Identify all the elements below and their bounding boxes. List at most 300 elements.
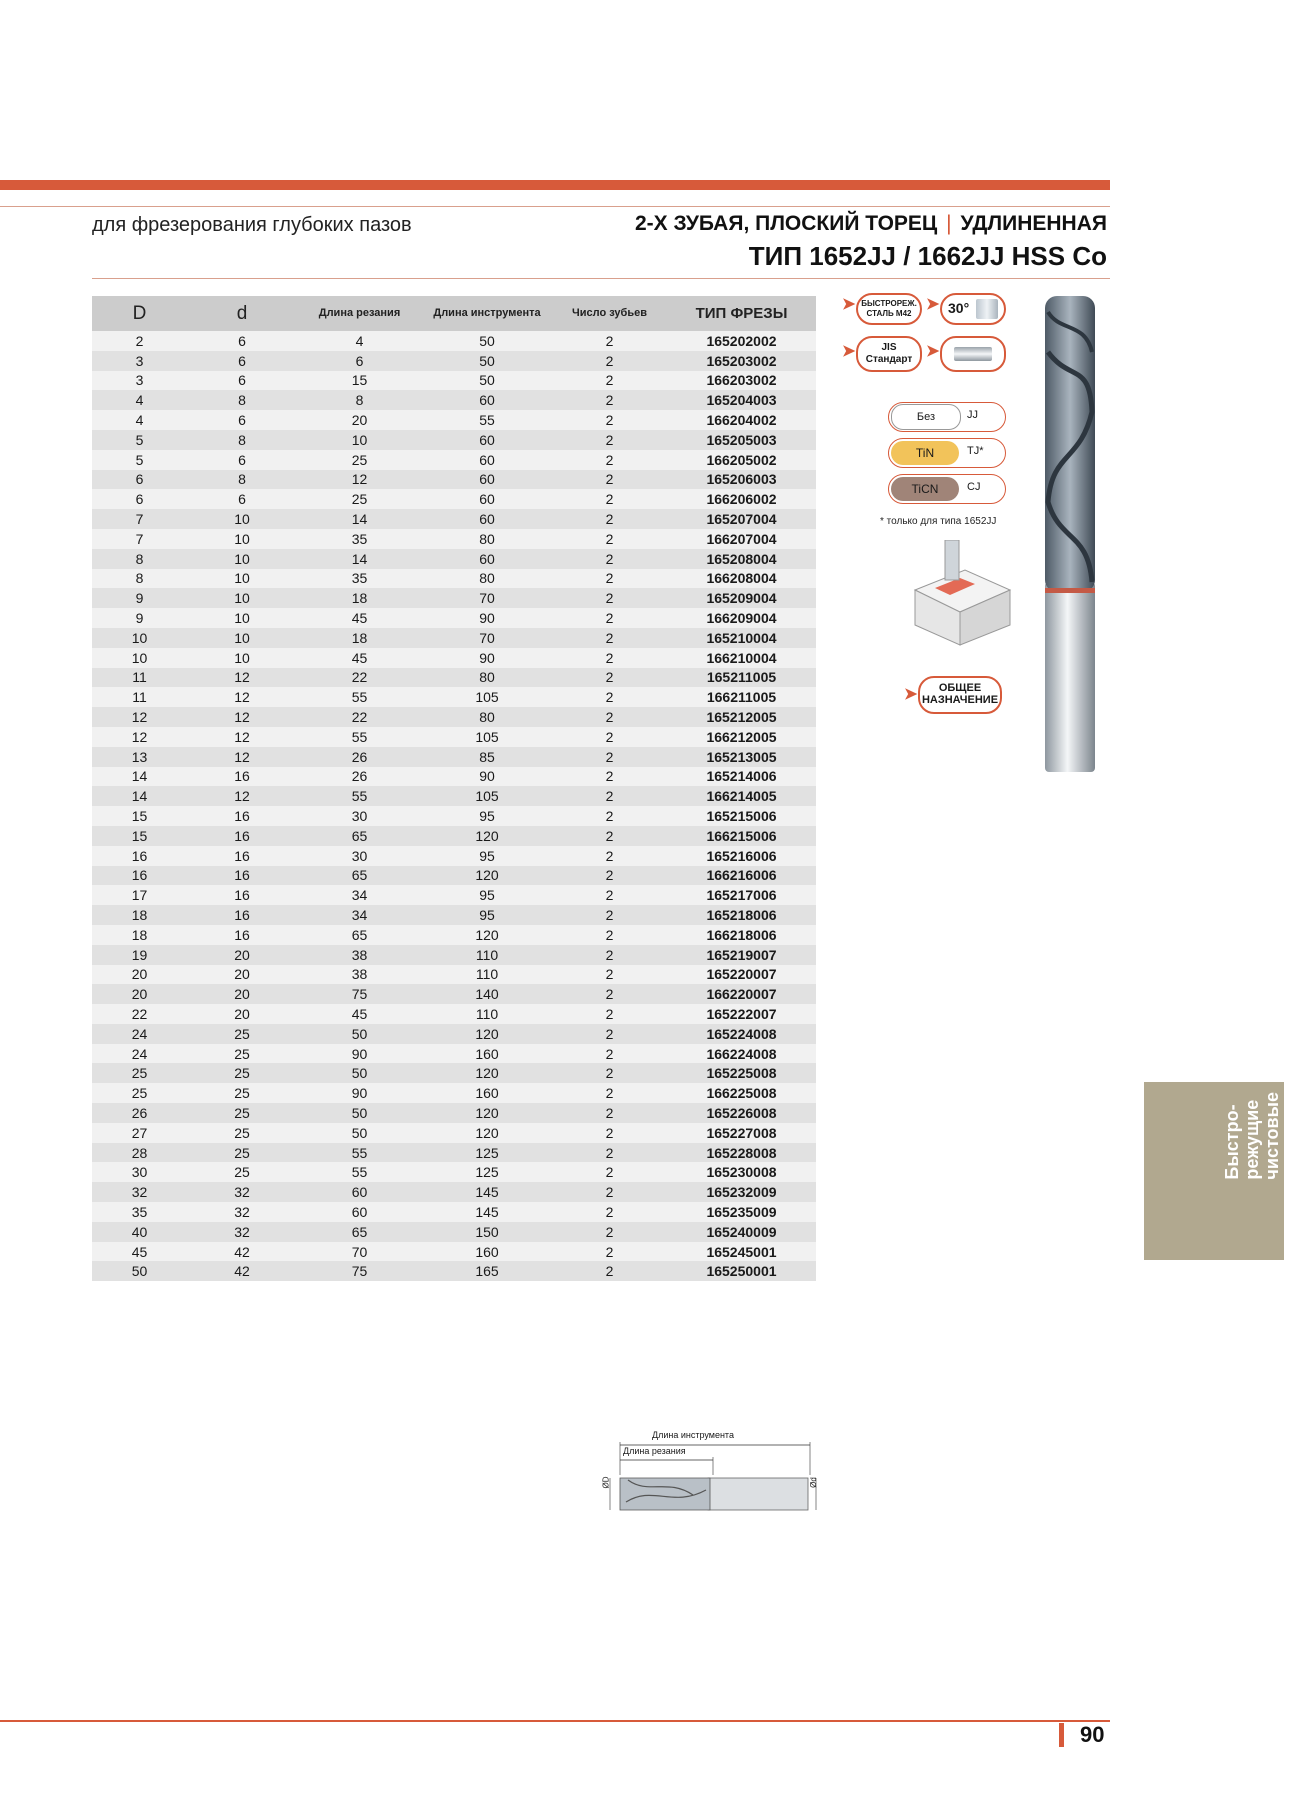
table-row — [92, 1202, 816, 1222]
cell-tool-length: 60 — [479, 451, 495, 468]
cell-d: 10 — [234, 610, 250, 627]
cell-D: 4 — [92, 390, 187, 410]
cell-teeth: 2 — [605, 1085, 614, 1102]
cell-d: 16 — [234, 847, 250, 864]
table-row — [92, 965, 816, 985]
cell-tool-length: 125 — [475, 1164, 499, 1181]
table-row — [92, 489, 816, 509]
cell-teeth: 2 — [605, 1203, 614, 1220]
cell-tool-length: 120 — [475, 1124, 499, 1141]
cell-cutter-code: 166210004 — [706, 649, 777, 666]
cell-D: 40 — [92, 1222, 187, 1242]
cell-d: 6 — [238, 412, 246, 429]
table-row — [92, 786, 816, 806]
cell-cut-length: 35 — [351, 570, 368, 587]
cell-cut-length: 50 — [297, 1103, 422, 1123]
cell-teeth: 2 — [552, 390, 667, 410]
title-separator: | — [946, 212, 952, 235]
cell-cut-length: 20 — [351, 412, 368, 429]
cell-tool-length: 120 — [422, 826, 552, 846]
cell-cutter-code: 166211005 — [706, 689, 777, 706]
cell-tool-length: 110 — [475, 966, 499, 983]
cell-D: 20 — [131, 966, 148, 983]
cell-d: 16 — [234, 768, 250, 785]
cell-cutter-code: 165208004 — [667, 549, 816, 569]
cell-d: 20 — [187, 945, 297, 965]
table-row — [92, 826, 816, 846]
cell-tool-length: 70 — [422, 628, 552, 648]
table-row — [92, 885, 816, 905]
cell-tool-length: 105 — [475, 728, 499, 745]
cell-cut-length: 50 — [297, 1063, 422, 1083]
header-D: D — [92, 296, 187, 331]
cell-cut-length: 25 — [351, 451, 368, 468]
cell-teeth: 2 — [552, 1261, 667, 1281]
cell-d: 10 — [187, 628, 297, 648]
cell-D: 24 — [131, 1045, 148, 1062]
coating-pill: TiN — [891, 441, 959, 465]
arrow-icon: ➤ — [842, 296, 856, 313]
cell-tool-length: 60 — [422, 470, 552, 490]
cell-teeth: 2 — [552, 668, 667, 688]
cell-teeth: 2 — [552, 826, 667, 846]
arrow-icon: ➤ — [842, 343, 856, 360]
cell-teeth: 2 — [605, 926, 614, 943]
standard-badge — [856, 336, 922, 372]
cell-teeth: 2 — [605, 689, 614, 706]
cell-cutter-code: 165207004 — [667, 509, 816, 529]
table-row — [92, 1103, 816, 1123]
cell-d: 16 — [234, 808, 250, 825]
cell-cutter-code: 165226008 — [667, 1103, 816, 1123]
cell-D: 9 — [135, 610, 144, 627]
cell-teeth: 2 — [552, 588, 667, 608]
coating-code: JJ — [967, 409, 978, 421]
cell-d: 8 — [187, 430, 297, 450]
cell-d: 25 — [234, 1124, 250, 1141]
cell-cutter-code: 165203002 — [667, 351, 816, 371]
coating-uncoated — [888, 402, 1006, 432]
cell-tool-length: 80 — [422, 668, 552, 688]
table-row — [92, 1044, 816, 1064]
table-row — [92, 1024, 816, 1044]
cell-D: 19 — [92, 945, 187, 965]
cell-tool-length: 95 — [479, 808, 495, 825]
cell-cut-length: 38 — [297, 945, 422, 965]
standard-line2: Стандарт — [865, 354, 913, 365]
cell-D: 11 — [92, 668, 187, 688]
cell-teeth: 2 — [552, 1143, 667, 1163]
cell-tool-length: 105 — [475, 689, 499, 706]
table-row — [92, 410, 816, 430]
cell-cutter-code: 165217006 — [706, 887, 777, 904]
cell-cut-length: 25 — [351, 491, 368, 508]
cell-d: 12 — [187, 786, 297, 806]
cell-cut-length: 14 — [297, 549, 422, 569]
cell-cut-length: 60 — [351, 1203, 368, 1220]
cell-cutter-code: 166218006 — [706, 926, 777, 943]
cell-D: 18 — [92, 905, 187, 925]
cell-D: 16 — [131, 847, 148, 864]
coating-note: * только для типа 1652JJ — [880, 516, 997, 527]
cell-D: 7 — [92, 509, 187, 529]
cell-cutter-code: 166203002 — [706, 372, 777, 389]
cell-teeth: 2 — [552, 984, 667, 1004]
cell-d: 32 — [234, 1203, 250, 1220]
cell-teeth: 2 — [605, 610, 614, 627]
cell-cut-length: 14 — [297, 509, 422, 529]
table-row — [92, 945, 816, 965]
cell-d: 16 — [234, 926, 250, 943]
table-row — [92, 470, 816, 490]
cell-cutter-code: 166209004 — [706, 610, 777, 627]
cell-cutter-code: 166224008 — [706, 1045, 777, 1062]
table-row — [92, 371, 816, 391]
table-row — [92, 1182, 816, 1202]
cell-teeth: 2 — [605, 530, 614, 547]
spec-table — [92, 296, 816, 1281]
table-row — [92, 331, 816, 351]
cell-D: 11 — [132, 689, 147, 706]
cell-D: 14 — [92, 786, 187, 806]
cell-tool-length: 80 — [479, 570, 495, 587]
cell-cut-length: 22 — [297, 668, 422, 688]
cell-d: 10 — [187, 549, 297, 569]
coating-pill: Без — [891, 404, 961, 430]
cell-cut-length: 65 — [297, 826, 422, 846]
table-row — [92, 1162, 816, 1182]
cell-d: 42 — [187, 1261, 297, 1281]
cell-cutter-code: 165206003 — [667, 470, 816, 490]
cell-cut-length: 45 — [351, 610, 368, 627]
standard-line1: JIS — [881, 342, 897, 353]
cell-cutter-code: 166214005 — [667, 786, 816, 806]
helix-tool-icon — [976, 299, 998, 319]
cell-D: 12 — [92, 707, 187, 727]
cell-tool-length: 60 — [422, 509, 552, 529]
cell-D: 24 — [92, 1024, 187, 1044]
cell-cutter-code: 165219007 — [667, 945, 816, 965]
table-row — [92, 588, 816, 608]
arrow-icon: ➤ — [904, 686, 918, 703]
cell-D: 14 — [131, 768, 148, 785]
cell-cutter-code: 165230008 — [706, 1164, 777, 1181]
cell-tool-length: 160 — [475, 1243, 499, 1260]
cell-cutter-code: 165227008 — [706, 1124, 777, 1141]
shank-icon — [954, 347, 992, 361]
cell-tool-length: 90 — [479, 610, 495, 627]
cell-d: 12 — [187, 707, 297, 727]
cell-D: 9 — [92, 588, 187, 608]
cell-cutter-code: 165209004 — [667, 588, 816, 608]
cell-cut-length: 4 — [355, 332, 364, 349]
cell-teeth: 2 — [605, 332, 614, 349]
coating-tin — [888, 438, 1006, 468]
cell-tool-length: 90 — [479, 649, 495, 666]
cell-d: 10 — [234, 530, 250, 547]
cell-D: 32 — [92, 1182, 187, 1202]
cell-d: 10 — [234, 649, 250, 666]
cell-teeth: 2 — [552, 430, 667, 450]
helix-angle: 30° — [948, 300, 970, 316]
cell-teeth: 2 — [552, 1222, 667, 1242]
arrow-icon: ➤ — [926, 343, 940, 360]
cell-D: 35 — [131, 1203, 148, 1220]
cell-cutter-code: 165220007 — [706, 966, 777, 983]
cell-teeth: 2 — [605, 491, 614, 508]
table-row — [92, 549, 816, 569]
cell-tool-length: 50 — [479, 372, 495, 389]
cell-cut-length: 65 — [297, 866, 422, 886]
cell-tool-length: 95 — [422, 905, 552, 925]
cell-d: 25 — [187, 1143, 297, 1163]
cell-d: 32 — [187, 1222, 297, 1242]
table-row — [92, 747, 816, 767]
cell-tool-length: 60 — [422, 430, 552, 450]
cell-cut-length: 26 — [297, 747, 422, 767]
page-number-mark — [1059, 1723, 1064, 1747]
cell-tool-length: 70 — [422, 588, 552, 608]
cell-tool-length: 125 — [422, 1143, 552, 1163]
end-mill-image — [1040, 292, 1100, 774]
cell-cut-length: 90 — [351, 1085, 368, 1102]
table-row — [92, 668, 816, 688]
cell-teeth: 2 — [605, 808, 614, 825]
section-side-tab-label: Быстро- режущие чистовые фрезы — [1222, 1092, 1302, 1180]
cell-cutter-code: 165205003 — [667, 430, 816, 450]
table-row — [92, 351, 816, 371]
cell-cutter-code: 166212005 — [706, 728, 777, 745]
cell-cutter-code: 165240009 — [667, 1222, 816, 1242]
cell-teeth: 2 — [552, 905, 667, 925]
cell-tool-length: 145 — [475, 1203, 499, 1220]
cell-tool-length: 120 — [422, 866, 552, 886]
cell-cut-length: 45 — [351, 1005, 368, 1022]
cell-D: 26 — [92, 1103, 187, 1123]
cell-cut-length: 18 — [297, 628, 422, 648]
cell-cut-length: 55 — [351, 728, 368, 745]
cell-d: 10 — [234, 570, 250, 587]
table-row — [92, 1261, 816, 1281]
tool-length-label: Длина инструмента — [652, 1430, 734, 1440]
table-body — [92, 331, 816, 1281]
table-header-row — [92, 296, 816, 331]
cell-tool-length: 150 — [422, 1222, 552, 1242]
cell-teeth: 2 — [605, 768, 614, 785]
cell-cutter-code: 165214006 — [706, 768, 777, 785]
cell-D: 15 — [131, 808, 148, 825]
slot-milling-illustration — [905, 540, 1015, 650]
table-row — [92, 767, 816, 787]
cell-cutter-code: 165212005 — [667, 707, 816, 727]
cell-D: 6 — [92, 470, 187, 490]
cell-cutter-code: 165245001 — [706, 1243, 777, 1260]
cell-cutter-code: 166216006 — [667, 866, 816, 886]
cell-d: 20 — [234, 1005, 250, 1022]
cell-cut-length: 50 — [297, 1024, 422, 1044]
cell-cutter-code: 165213005 — [667, 747, 816, 767]
cell-d: 12 — [234, 689, 250, 706]
purpose-line1: ОБЩЕЕ — [938, 682, 982, 694]
cell-d: 10 — [187, 509, 297, 529]
cell-cutter-code: 165235009 — [706, 1203, 777, 1220]
cell-teeth: 2 — [605, 412, 614, 429]
dimension-diagram — [598, 1440, 823, 1530]
cell-tool-length: 90 — [479, 768, 495, 785]
cell-cut-length: 34 — [351, 887, 368, 904]
helix-badge — [940, 293, 1006, 325]
cell-cut-length: 30 — [351, 847, 368, 864]
header-teeth: Число зубьев — [552, 296, 667, 331]
cell-teeth: 2 — [605, 1164, 614, 1181]
arrow-icon: ➤ — [926, 296, 940, 313]
cell-D: 6 — [135, 491, 144, 508]
cell-tool-length: 85 — [422, 747, 552, 767]
table-row — [92, 1004, 816, 1024]
table-row — [92, 450, 816, 470]
cell-tool-length: 80 — [422, 707, 552, 727]
header-tool-length: Длина инструмента — [422, 296, 552, 331]
cell-teeth: 2 — [605, 1124, 614, 1141]
cell-D: 8 — [135, 570, 144, 587]
table-row — [92, 569, 816, 589]
cell-teeth: 2 — [552, 470, 667, 490]
cell-tool-length: 120 — [422, 1024, 552, 1044]
cell-cutter-code: 165215006 — [706, 808, 777, 825]
cell-teeth: 2 — [605, 1005, 614, 1022]
cell-cutter-code: 166206002 — [706, 491, 777, 508]
cell-teeth: 2 — [552, 549, 667, 569]
cell-cutter-code: 166225008 — [706, 1085, 777, 1102]
table-row — [92, 529, 816, 549]
cell-D: 18 — [131, 926, 148, 943]
cell-d: 16 — [187, 905, 297, 925]
cell-d: 12 — [187, 668, 297, 688]
cell-cutter-code: 166205002 — [706, 451, 777, 468]
cell-teeth: 2 — [552, 1024, 667, 1044]
table-row — [92, 687, 816, 707]
cell-cutter-code: 165250001 — [667, 1261, 816, 1281]
cell-D: 30 — [131, 1164, 148, 1181]
cell-D: 8 — [92, 549, 187, 569]
cell-D: 10 — [92, 628, 187, 648]
cell-cut-length: 18 — [297, 588, 422, 608]
cell-d: 12 — [187, 747, 297, 767]
cell-d: 12 — [234, 728, 250, 745]
page-title-line1 — [635, 212, 1107, 236]
cell-D: 17 — [131, 887, 148, 904]
top-divider — [0, 206, 1110, 207]
cell-teeth: 2 — [552, 786, 667, 806]
cell-cutter-code: 165211005 — [667, 668, 816, 688]
page-number: 90 — [1080, 1722, 1105, 1747]
cell-cutter-code: 166208004 — [706, 570, 777, 587]
cell-cut-length: 65 — [297, 1222, 422, 1242]
cell-cut-length: 55 — [351, 1164, 368, 1181]
cell-cut-length: 55 — [297, 1143, 422, 1163]
d-label: Ød — [808, 1477, 818, 1488]
cell-teeth: 2 — [605, 966, 614, 983]
cell-cutter-code: 166220007 — [667, 984, 816, 1004]
cell-cut-length: 12 — [297, 470, 422, 490]
cell-cut-length: 22 — [297, 707, 422, 727]
title-part2: УДЛИНЕННАЯ — [960, 212, 1107, 235]
table-row — [92, 509, 816, 529]
cell-tool-length: 120 — [475, 926, 499, 943]
cell-d: 20 — [234, 966, 250, 983]
cell-tool-length: 165 — [422, 1261, 552, 1281]
cell-tool-length: 95 — [479, 887, 495, 904]
cell-tool-length: 120 — [422, 1103, 552, 1123]
cell-d: 16 — [187, 826, 297, 846]
cell-teeth: 2 — [605, 1243, 614, 1260]
cell-d: 16 — [234, 887, 250, 904]
cell-D: 16 — [92, 866, 187, 886]
cell-teeth: 2 — [552, 1103, 667, 1123]
cell-D: 27 — [131, 1124, 148, 1141]
cell-teeth: 2 — [552, 747, 667, 767]
cell-D: 22 — [131, 1005, 148, 1022]
cell-D: 15 — [92, 826, 187, 846]
coating-code: CJ — [967, 481, 981, 493]
cell-tool-length: 95 — [479, 847, 495, 864]
cell-cutter-code: 165225008 — [667, 1063, 816, 1083]
cell-tool-length: 50 — [422, 351, 552, 371]
table-row — [92, 628, 816, 648]
cell-D: 12 — [131, 728, 148, 745]
header-cutter-type: ТИП ФРЕЗЫ — [667, 296, 816, 331]
page-title-line2: ТИП 1652JJ / 1662JJ HSS Co — [748, 241, 1107, 271]
cell-d: 25 — [234, 1164, 250, 1181]
cell-cutter-code: 165204003 — [667, 390, 816, 410]
table-row — [92, 430, 816, 450]
cell-tool-length: 145 — [422, 1182, 552, 1202]
table-row — [92, 727, 816, 747]
cell-d: 16 — [187, 866, 297, 886]
table-row — [92, 1222, 816, 1242]
cell-teeth: 2 — [552, 866, 667, 886]
cell-cutter-code: 165218006 — [667, 905, 816, 925]
purpose-line2: НАЗНАЧЕНИЕ — [921, 694, 999, 706]
cell-tool-length: 80 — [479, 530, 495, 547]
table-row — [92, 648, 816, 668]
cell-D: 50 — [92, 1261, 187, 1281]
D-label: ØD — [601, 1476, 611, 1489]
cell-teeth: 2 — [552, 1182, 667, 1202]
cell-teeth: 2 — [552, 945, 667, 965]
purpose-badge — [918, 676, 1002, 714]
cell-tool-length: 60 — [422, 390, 552, 410]
cell-teeth: 2 — [605, 451, 614, 468]
cell-cutter-code: 166215006 — [667, 826, 816, 846]
header-divider — [92, 278, 1110, 279]
cell-teeth: 2 — [605, 847, 614, 864]
page-subtitle: для фрезерования глубоких пазов — [92, 214, 412, 236]
coating-code: TJ* — [967, 445, 984, 457]
cell-cut-length: 55 — [351, 689, 368, 706]
cell-tool-length: 105 — [422, 786, 552, 806]
cell-cut-length: 60 — [297, 1182, 422, 1202]
table-row — [92, 984, 816, 1004]
cell-cutter-code: 165222007 — [706, 1005, 777, 1022]
cell-cutter-code: 165232009 — [667, 1182, 816, 1202]
cell-d: 42 — [234, 1243, 250, 1260]
cell-d: 25 — [187, 1063, 297, 1083]
material-badge — [856, 293, 922, 325]
cell-D: 20 — [92, 984, 187, 1004]
cell-tool-length: 55 — [479, 412, 495, 429]
table-row — [92, 806, 816, 826]
